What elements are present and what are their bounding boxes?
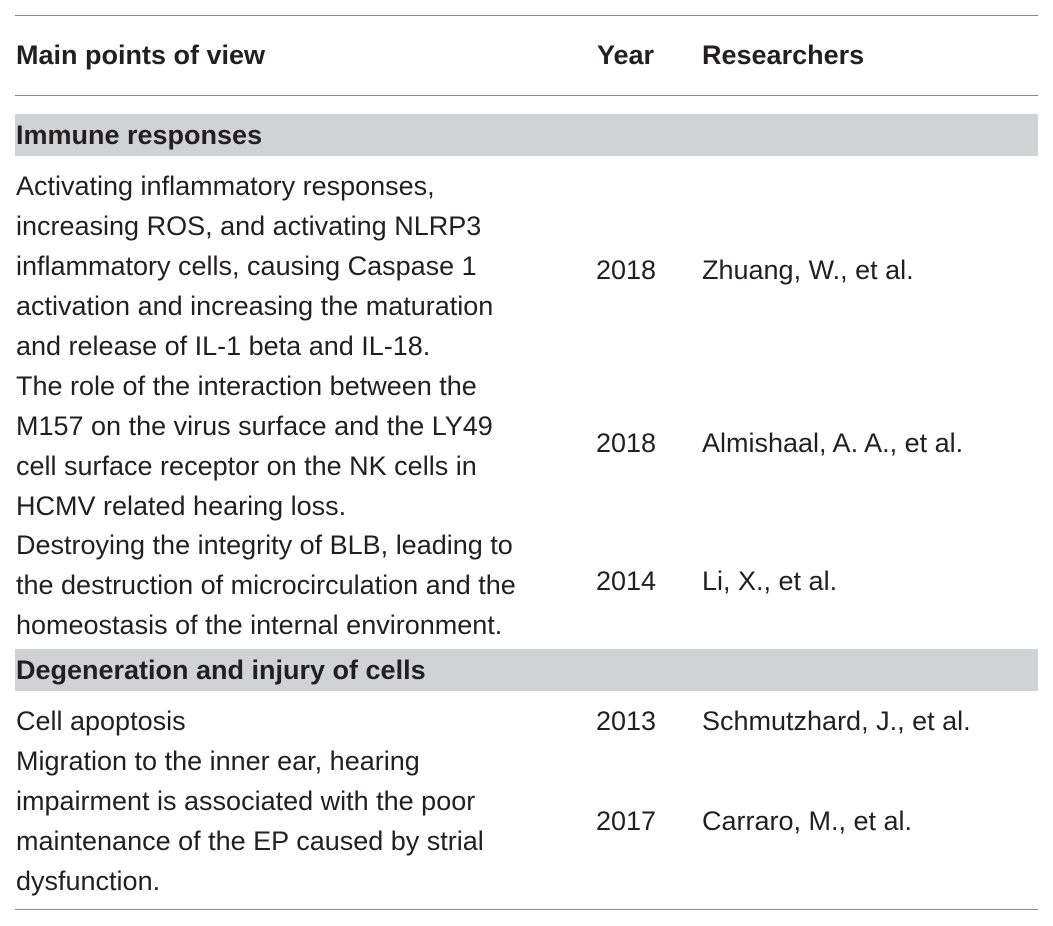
row-researchers: Zhuang, W., et al. [702,255,914,285]
row-year: 2018 [596,255,657,285]
row-researchers: Li, X., et al. [702,566,838,596]
header-researchers: Researchers [702,40,865,70]
section-title: Degeneration and injury of cells [16,655,426,685]
row-year: 2014 [596,566,657,596]
top-rule [15,15,1038,16]
row-researchers: Schmutzhard, J., et al. [702,706,971,736]
header-year: Year [597,40,655,70]
section-title: Immune responses [16,120,263,150]
row-text: Destroying the integrity of BLB, leading to the destruction of microcirculation and the homeostasis of the internal environment. [16,530,516,640]
row-text: Migration to the inner ear, hearing impairment is associated with the poor maintenance of the EP caused by strial dysfunction. [16,746,484,896]
row-year: 2017 [596,806,657,836]
section-immune-responses [15,114,1038,156]
row-text: The role of the interaction between the M157 on the virus surface and the LY49 cell surface receptor on the NK cells in HCMV related hearing loss. [16,371,493,521]
row-year: 2018 [596,428,657,458]
row-year: 2013 [596,706,657,736]
section-degeneration-injury [15,649,1038,691]
row-researchers: Carraro, M., et al. [702,806,913,836]
header-rule [15,95,1038,96]
bottom-rule [15,909,1038,910]
header-main-points: Main points of view [16,40,266,70]
row-text: Cell apoptosis [16,706,186,736]
row-researchers: Almishaal, A. A., et al. [702,428,964,458]
row-text: Activating inflammatory responses, increasing ROS, and activating NLRP3 inflammatory cells, causing Caspase 1 activation and increasing the maturation and release of IL-1 beta and IL-18. [16,171,494,361]
